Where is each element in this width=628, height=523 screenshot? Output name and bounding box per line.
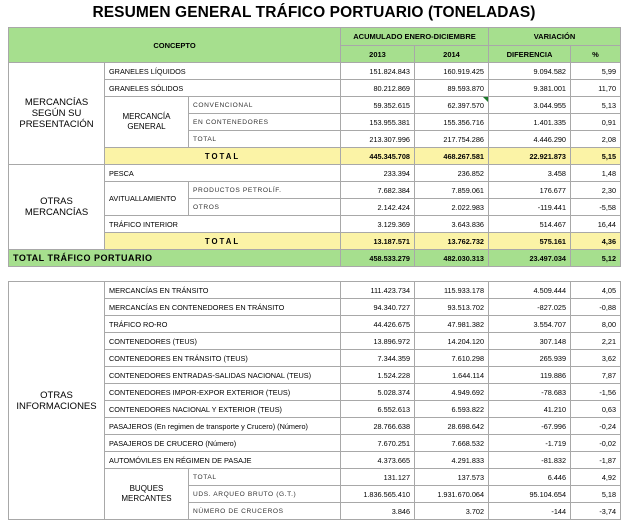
row-label: CONTENEDORES IMPOR-EXPOR EXTERIOR (TEUS) (105, 384, 341, 401)
cell-pct: 5,99 (571, 63, 621, 80)
cell-2013: 153.955.381 (341, 114, 415, 131)
header-concepto: CONCEPTO (9, 28, 341, 63)
cell-2014: 6.593.822 (415, 401, 489, 418)
cell-2013: 131.127 (341, 469, 415, 486)
cell-pct: 2,21 (571, 333, 621, 350)
row-label: CONTENEDORES NACIONAL Y EXTERIOR (TEUS) (105, 401, 341, 418)
cell-2013: 151.824.843 (341, 63, 415, 80)
row-label: OTROS (189, 199, 341, 216)
cell-pct: 5,12 (571, 250, 621, 267)
cell-diff: 575.161 (489, 233, 571, 250)
cell-pct: -1,56 (571, 384, 621, 401)
row-label: GRANELES SÓLIDOS (105, 80, 341, 97)
cell-2014: 3.702 (415, 503, 489, 520)
group-otras-mercancias: OTRAS MERCANCÍAS (9, 165, 105, 250)
cell-diff: 307.148 (489, 333, 571, 350)
cell-pct: -0,02 (571, 435, 621, 452)
cell-diff: -67.996 (489, 418, 571, 435)
other-info-table (8, 281, 621, 520)
cell-2014: 160.919.425 (415, 63, 489, 80)
cell-2014: 115.933.178 (415, 282, 489, 299)
cell-2013: 94.340.727 (341, 299, 415, 316)
header-acumulado: ACUMULADO ENERO-DICIEMBRE (341, 28, 489, 46)
cell-2013: 7.682.384 (341, 182, 415, 199)
row-label: CONTENEDORES (TEUS) (105, 333, 341, 350)
cell-2014: 468.267.581 (415, 148, 489, 165)
cell-2014: 14.204.120 (415, 333, 489, 350)
cell-diff: 176.677 (489, 182, 571, 199)
cell-2014: 2.022.983 (415, 199, 489, 216)
subgroup-mercancia-general: MERCANCÍA GENERAL (105, 97, 189, 148)
cell-pct: -0,24 (571, 418, 621, 435)
header-row-1 (9, 28, 621, 46)
cell-2014: 7.668.532 (415, 435, 489, 452)
cell-diff: 41.210 (489, 401, 571, 418)
cell-2013: 7.344.359 (341, 350, 415, 367)
row-label: CONVENCIONAL (189, 97, 341, 114)
cell-2014: 217.754.286 (415, 131, 489, 148)
cell-pct: 7,87 (571, 367, 621, 384)
cell-diff: -144 (489, 503, 571, 520)
cell-2013: 44.426.675 (341, 316, 415, 333)
cell-2014: 62.397.570 (415, 97, 489, 114)
table-row (9, 165, 621, 182)
cell-2013: 6.552.613 (341, 401, 415, 418)
cell-2013: 3.129.369 (341, 216, 415, 233)
cell-2013: 59.352.615 (341, 97, 415, 114)
subgroup-buques-mercantes: BUQUES MERCANTES (105, 469, 189, 520)
cell-2014: 3.643.836 (415, 216, 489, 233)
cell-2013: 13.187.571 (341, 233, 415, 250)
cell-pct: 2,08 (571, 131, 621, 148)
cell-diff: 95.104.654 (489, 486, 571, 503)
cell-diff: -78.683 (489, 384, 571, 401)
cell-diff: -81.832 (489, 452, 571, 469)
cell-pct: 3,62 (571, 350, 621, 367)
row-label: EN CONTENEDORES (189, 114, 341, 131)
cell-2014: 482.030.313 (415, 250, 489, 267)
row-label: PASAJEROS DE CRUCERO (Número) (105, 435, 341, 452)
cell-pct: -5,58 (571, 199, 621, 216)
cell-2013: 458.533.279 (341, 250, 415, 267)
cell-diff: -1.719 (489, 435, 571, 452)
subgroup-avituallamiento: AVITUALLAMIENTO (105, 182, 189, 216)
cell-2014: 13.762.732 (415, 233, 489, 250)
cell-diff: 3.044.955 (489, 97, 571, 114)
cell-2013: 4.373.665 (341, 452, 415, 469)
cell-diff: 22.921.873 (489, 148, 571, 165)
row-label: AUTOMÓVILES EN RÉGIMEN DE PASAJE (105, 452, 341, 469)
cell-2013: 5.028.374 (341, 384, 415, 401)
cell-pct: 8,00 (571, 316, 621, 333)
cell-diff: 6.446 (489, 469, 571, 486)
cell-2014: 89.593.870 (415, 80, 489, 97)
cell-diff: -827.025 (489, 299, 571, 316)
cell-2014: 7.610.298 (415, 350, 489, 367)
cell-pct: 5,18 (571, 486, 621, 503)
cell-diff: 9.094.582 (489, 63, 571, 80)
group-mercancias: MERCANCÍAS SEGÚN SU PRESENTACIÓN (9, 63, 105, 165)
row-label: CONTENEDORES EN TRÁNSITO (TEUS) (105, 350, 341, 367)
row-label: PRODUCTOS PETROLÍF. (189, 182, 341, 199)
cell-diff: 514.467 (489, 216, 571, 233)
row-label: MERCANCÍAS EN TRÁNSITO (105, 282, 341, 299)
cell-pct: 16,44 (571, 216, 621, 233)
cell-pct: -3,74 (571, 503, 621, 520)
cell-diff: 265.939 (489, 350, 571, 367)
row-label: NÚMERO DE CRUCEROS (189, 503, 341, 520)
cell-diff: 119.886 (489, 367, 571, 384)
cell-pct: 4,05 (571, 282, 621, 299)
report-title: RESUMEN GENERAL TRÁFICO PORTUARIO (TONELADAS) (92, 4, 536, 21)
cell-2013: 7.670.251 (341, 435, 415, 452)
header-2014: 2014 (415, 46, 489, 63)
cell-pct: 0,63 (571, 401, 621, 418)
cell-diff: 1.401.335 (489, 114, 571, 131)
header-2013: 2013 (341, 46, 415, 63)
grand-total-row (9, 250, 621, 267)
cell-2013: 13.896.972 (341, 333, 415, 350)
row-label: TOTAL TRÁFICO PORTUARIO (9, 250, 341, 267)
cell-2013: 213.307.996 (341, 131, 415, 148)
main-traffic-table (8, 27, 621, 267)
row-label: TRÁFICO RO-RO (105, 316, 341, 333)
cell-2013: 445.345.708 (341, 148, 415, 165)
row-label: TOTAL (105, 233, 341, 250)
row-label: UDS. ARQUEO BRUTO (G.T.) (189, 486, 341, 503)
cell-diff: 3.554.707 (489, 316, 571, 333)
cell-pct: -1,87 (571, 452, 621, 469)
cell-diff: 4.446.290 (489, 131, 571, 148)
cell-pct: 1,48 (571, 165, 621, 182)
cell-pct: 5,13 (571, 97, 621, 114)
cell-2013: 1.836.565.410 (341, 486, 415, 503)
cell-2014: 1.644.114 (415, 367, 489, 384)
cell-diff: 3.458 (489, 165, 571, 182)
row-label: TOTAL (189, 131, 341, 148)
row-label: TOTAL (105, 148, 341, 165)
cell-2014: 93.513.702 (415, 299, 489, 316)
cell-2013: 1.524.228 (341, 367, 415, 384)
table-row (9, 63, 621, 80)
cell-2013: 80.212.869 (341, 80, 415, 97)
table-row (9, 282, 621, 299)
cell-2014: 4.291.833 (415, 452, 489, 469)
cell-pct: 0,91 (571, 114, 621, 131)
header-pct: % (571, 46, 621, 63)
group-otras-informaciones: OTRAS INFORMACIONES (9, 282, 105, 520)
row-label: GRANELES LÍQUIDOS (105, 63, 341, 80)
cell-pct: 4,92 (571, 469, 621, 486)
cell-pct: -0,88 (571, 299, 621, 316)
cell-2013: 2.142.424 (341, 199, 415, 216)
cell-diff: 9.381.001 (489, 80, 571, 97)
cell-2014: 155.356.716 (415, 114, 489, 131)
row-label: CONTENEDORES ENTRADAS-SALIDAS NACIONAL (TEUS) (105, 367, 341, 384)
cell-2013: 111.423.734 (341, 282, 415, 299)
cell-2014: 47.981.382 (415, 316, 489, 333)
cell-pct: 5,15 (571, 148, 621, 165)
cell-2014: 137.573 (415, 469, 489, 486)
cell-diff: 4.509.444 (489, 282, 571, 299)
row-label: PASAJEROS (En regimen de transporte y Crucero) (Número) (105, 418, 341, 435)
cell-2014: 7.859.061 (415, 182, 489, 199)
cell-2014: 236.852 (415, 165, 489, 182)
row-label: MERCANCÍAS EN CONTENEDORES EN TRÁNSITO (105, 299, 341, 316)
cell-2013: 28.766.638 (341, 418, 415, 435)
row-label: PESCA (105, 165, 341, 182)
cell-diff: -119.441 (489, 199, 571, 216)
cell-2013: 233.394 (341, 165, 415, 182)
row-label: TRÁFICO INTERIOR (105, 216, 341, 233)
header-variacion: VARIACIÓN (489, 28, 621, 46)
cell-2014: 28.698.642 (415, 418, 489, 435)
header-diferencia: DIFERENCIA (489, 46, 571, 63)
cell-pct: 2,30 (571, 182, 621, 199)
cell-2014: 1.931.670.064 (415, 486, 489, 503)
cell-pct: 4,36 (571, 233, 621, 250)
cell-pct: 11,70 (571, 80, 621, 97)
row-label: TOTAL (189, 469, 341, 486)
cell-2014: 4.949.692 (415, 384, 489, 401)
cell-diff: 23.497.034 (489, 250, 571, 267)
cell-2013: 3.846 (341, 503, 415, 520)
